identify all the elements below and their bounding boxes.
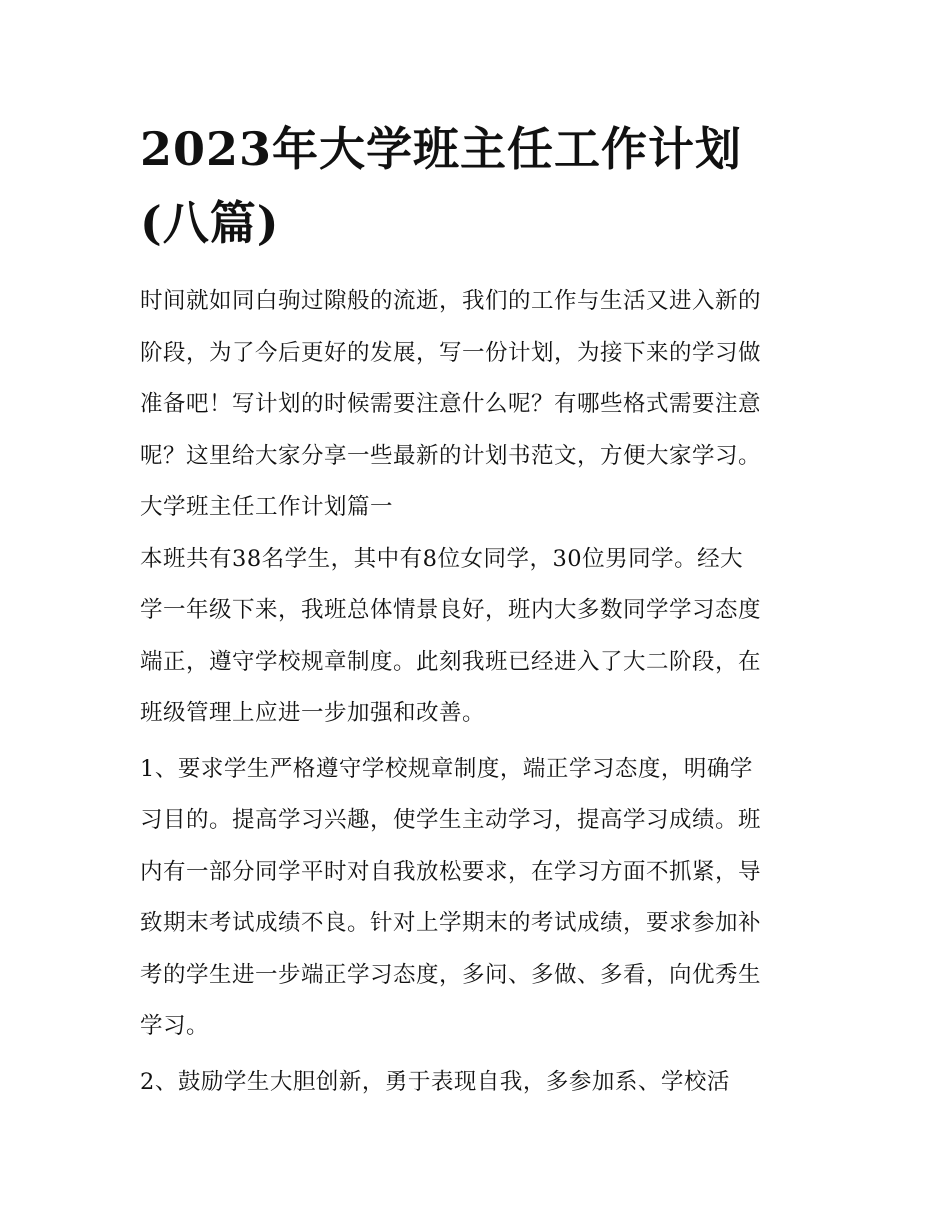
intro-line-4: 呢？这里给大家分享一些最新的计划书范文，方便大家学习。 — [140, 442, 762, 469]
document-body — [140, 276, 830, 1108]
list-item-1-line: 习目的。提高学习兴趣，使学生主动学习，提高学习成绩。班 — [140, 807, 762, 833]
paragraph-line: 本班共有38名学生，其中有8位女同学，30位男同学。经大 — [140, 545, 744, 572]
title-line-1: 2023年大学班主任工作计划 — [140, 122, 743, 176]
document-title — [140, 112, 830, 260]
intro-line-1: 时间就如同白驹过隙般的流逝，我们的工作与生活又进入新的 — [140, 288, 762, 314]
list-item-1-line: 内有一部分同学平时对自我放松要求，在学习方面不抓紧，导 — [140, 858, 762, 885]
intro-line-3: 准备吧！写计划的时候需要注意什么呢？有哪些格式需要注意 — [140, 391, 762, 417]
list-item-1-line: 致期末考试成绩不良。针对上学期末的考试成绩，要求参加补 — [140, 910, 762, 936]
list-item-2-line: 2、鼓励学生大胆创新，勇于表现自我，多参加系、学校活 — [140, 1068, 730, 1095]
title-line-2: (八篇) — [140, 196, 280, 250]
paragraph-line: 端正，遵守学校规章制度。此刻我班已经进入了大二阶段，在 — [140, 648, 762, 675]
list-item-1-line: 考的学生进一步端正学习态度，多问、多做、多看，向优秀生 — [140, 961, 762, 988]
section-heading: 大学班主任工作计划篇一 — [140, 494, 394, 520]
intro-line-2: 阶段，为了今后更好的发展，写一份计划，为接下来的学习做 — [140, 339, 762, 366]
list-item-1-line: 1、要求学生严格遵守学校规章制度，端正学习态度，明确学 — [140, 755, 753, 782]
paragraph-line: 班级管理上应进一步加强和改善。 — [140, 700, 486, 726]
list-item-1-line: 学习。 — [140, 1013, 210, 1039]
paragraph-line: 学一年级下来，我班总体情景良好，班内大多数同学学习态度 — [140, 597, 762, 623]
